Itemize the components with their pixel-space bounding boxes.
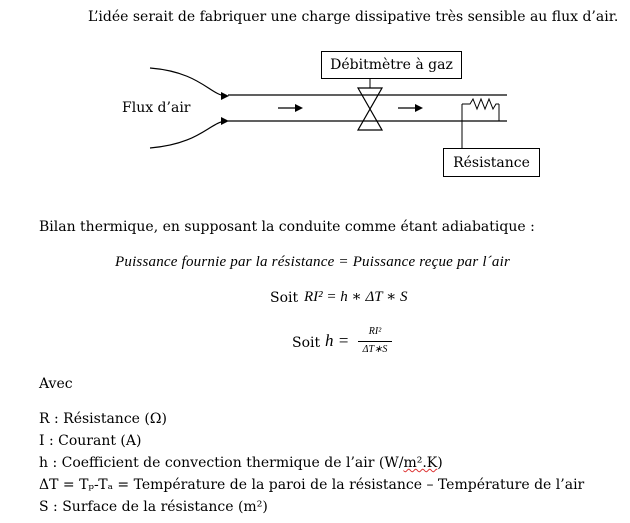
arrowhead [295, 104, 303, 112]
resistor-zigzag [462, 99, 499, 109]
definition-h-text: h : Coefficient de convection thermique de l’air (W/ [39, 455, 404, 471]
resistor-label-box [443, 148, 540, 177]
avec-text: Avec [39, 376, 73, 392]
bilan-text: Bilan thermique, en supposant la conduite comme étant adiabatique : [39, 219, 535, 235]
arrowhead [221, 117, 229, 125]
definition-delta-t: ΔT = Tₚ-Tₐ = Température de la paroi de la résistance – Température de l’air [39, 477, 585, 493]
arrowhead [415, 104, 423, 112]
soit-word-1: Soit [270, 290, 299, 306]
valve-symbol [358, 88, 382, 130]
flowmeter-label-box [321, 51, 462, 79]
definition-h [39, 454, 443, 472]
soit-word-2: Soit [292, 335, 321, 351]
energy-equation: RI² = h ∗ ΔT ∗ S [304, 289, 408, 305]
arrowhead [221, 92, 229, 100]
definition-s: S : Surface de la résistance (m²) [39, 499, 268, 515]
h-lhs: h = [325, 331, 350, 350]
intro-text: L’idée serait de fabriquer une charge dissipative très sensible au flux d’air. [88, 9, 619, 25]
resistor-label: Résistance [453, 155, 530, 171]
air-inlet-curve-bottom [150, 121, 226, 148]
air-inlet-curve-top [150, 68, 226, 96]
power-balance-equation: Puissance fournie par la résistance = Puissance reçue par l´air [115, 254, 511, 270]
definition-h-unit: m².K [403, 455, 438, 471]
flow-label: Flux d’air [122, 100, 191, 116]
flowmeter-label: Débitmètre à gaz [330, 57, 453, 73]
definition-i: I : Courant (A) [39, 433, 142, 449]
fraction-denominator: ΔT∗S [362, 344, 388, 355]
definition-h-close: ) [437, 455, 443, 471]
fraction-numerator: RI² [368, 326, 382, 337]
fraction-bar [358, 341, 392, 342]
definition-r: R : Résistance (Ω) [39, 411, 167, 427]
